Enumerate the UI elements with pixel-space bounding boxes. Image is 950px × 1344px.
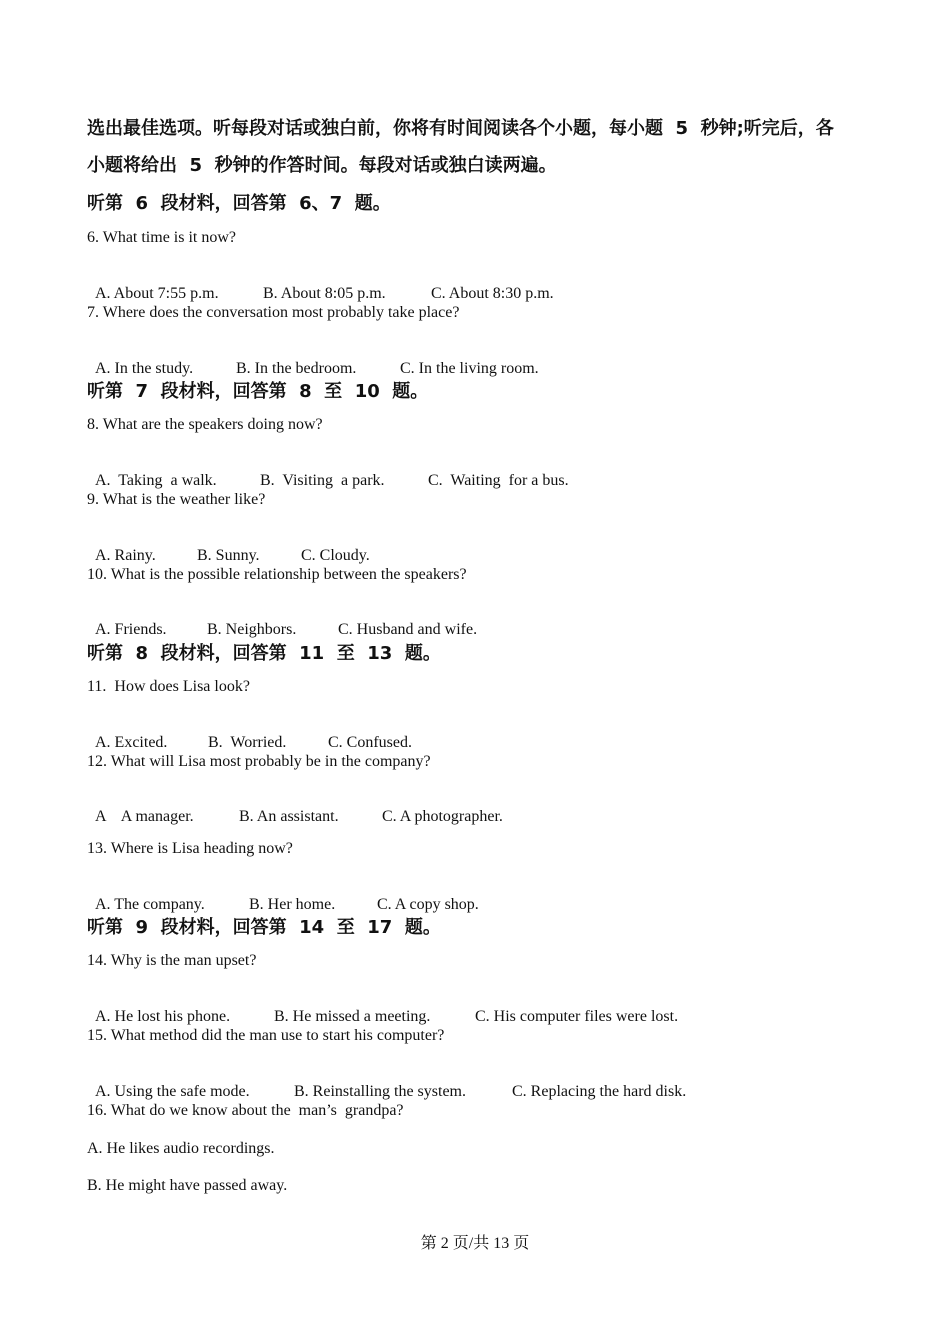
option-a: A. Friends. [95,621,167,638]
options-row [87,1065,686,1101]
option-c: C. Waiting for a bus. [428,472,569,489]
question-16: 16. What do we know about the man’s grandpa? [87,1102,404,1119]
option-a: A. He likes audio recordings. [87,1140,275,1157]
option-a: A. In the study. [95,360,194,377]
question-6: 6. What time is it now? [87,229,237,246]
options-row [87,603,477,639]
option-a: A A manager. [95,808,194,825]
question-15: 15. What method did the man use to start his computer? [87,1027,445,1044]
page-number: 第 2 页/共 13 页 [420,1235,530,1252]
section-heading: 听第 6 段材料，回答第 6、7 题。 [87,193,391,214]
option-b: B. Visiting a park. [260,472,385,489]
option-c: C. Confused. [328,734,412,751]
option-c: C. In the living room. [400,360,539,377]
option-b: B. He missed a meeting. [274,1008,431,1025]
option-a: A. Rainy. [95,547,156,564]
options-row [87,878,479,914]
section-heading: 听第 9 段材料，回答第 14 至 17 题。 [87,917,441,938]
option-a: A. Taking a walk. [95,472,217,489]
option-c: C. Cloudy. [301,547,370,564]
option-c: C. About 8:30 p.m. [431,285,554,302]
question-7: 7. Where does the conversation most probably take place? [87,304,460,321]
options-row [87,990,678,1026]
question-12: 12. What will Lisa most probably be in the company? [87,753,431,770]
section-heading: 听第 8 段材料，回答第 11 至 13 题。 [87,643,441,664]
option-b: B. An assistant. [239,808,339,825]
option-b: B. In the bedroom. [236,360,357,377]
option-b: B. Neighbors. [207,621,297,638]
option-b: B. About 8:05 p.m. [263,285,386,302]
question-9: 9. What is the weather like? [87,491,266,508]
question-14: 14. Why is the man upset? [87,952,257,969]
option-a: A. Excited. [95,734,168,751]
question-8: 8. What are the speakers doing now? [87,416,323,433]
option-c: C. His computer files were lost. [475,1008,679,1025]
options-row [87,790,503,826]
options-row [87,267,554,303]
option-b: B. He might have passed away. [87,1177,288,1194]
option-a: A. The company. [95,896,205,913]
option-b: B. Her home. [249,896,336,913]
question-13: 13. Where is Lisa heading now? [87,840,293,857]
question-11: 11. How does Lisa look? [87,678,250,695]
option-b: B. Worried. [208,734,287,751]
option-a: A. Using the safe mode. [95,1083,250,1100]
options-row [87,716,412,752]
option-b: B. Sunny. [197,547,260,564]
options-row [87,529,370,565]
options-row [87,454,569,490]
question-10: 10. What is the possible relationship between the speakers? [87,566,467,583]
option-c: C. A copy shop. [377,896,479,913]
option-c: C. Replacing the hard disk. [512,1083,687,1100]
option-a: A. He lost his phone. [95,1008,231,1025]
instruction-line-1: 选出最佳选项。听每段对话或独白前，你将有时间阅读各个小题，每小题 5 秒钟;听完后，各 [87,118,834,139]
option-a: A. About 7:55 p.m. [95,285,219,302]
options-row [87,342,539,378]
option-b: B. Reinstalling the system. [294,1083,466,1100]
option-c: C. Husband and wife. [338,621,478,638]
option-c: C. A photographer. [382,808,503,825]
instruction-line-2: 小题将给出 5 秒钟的作答时间。每段对话或独白读两遍。 [87,155,557,176]
section-heading: 听第 7 段材料，回答第 8 至 10 题。 [87,381,429,402]
